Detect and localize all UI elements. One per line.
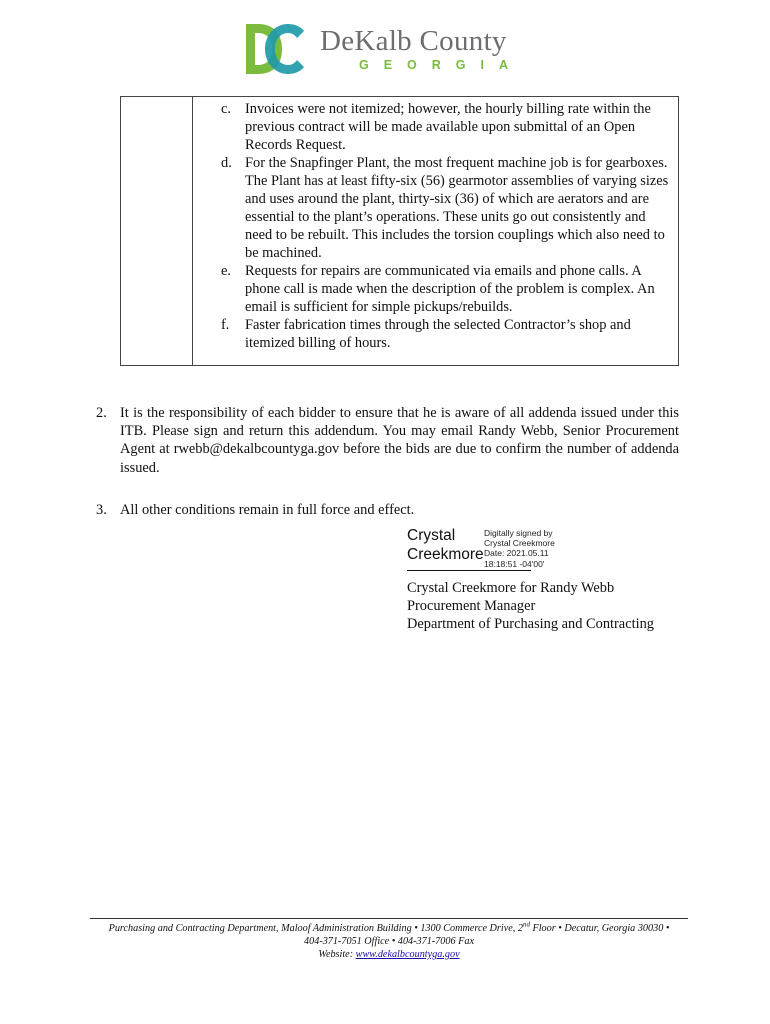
dc-logo-icon: [244, 22, 306, 76]
digital-signature-stamp: [484, 528, 555, 569]
item-marker: d.: [221, 155, 232, 171]
digital-sign-line: Digitally signed by: [484, 528, 553, 538]
table-item-c: [221, 100, 673, 154]
footer-address: Purchasing and Contracting Department, Maloof Administration Building • 1300 Commerce Drive, 2nd Floor • Decatur, Georgia 30030 •: [108, 920, 670, 934]
digital-sign-line: Crystal Creekmore: [484, 538, 555, 549]
digital-sign-line: Date: 2021.05.11: [484, 548, 549, 559]
footer-website-label: Website:: [318, 949, 356, 960]
item-2-number: 2.: [96, 405, 107, 421]
digital-sign-line: 18:18:51 -04'00': [484, 558, 545, 569]
signature-first-name: Crystal: [407, 527, 456, 544]
table-column-divider: [192, 97, 193, 365]
item-2-text: It is the responsibility of each bidder to ensure that he is aware of all addenda issued under this ITB. Please sign and return this addendum. You may email Randy Webb, Senior Procurement Agent at rwebb@dekalbcountyga.gov before the bids are due to confirm the number of addenda issued.: [120, 405, 679, 476]
table-item-f: [221, 316, 673, 352]
dekalb-county-logo: [244, 22, 534, 76]
signer-name: Crystal Creekmore for Randy Webb: [407, 580, 615, 596]
signer-title: Procurement Manager: [407, 598, 536, 614]
item-text: Requests for repairs are communicated via emails and phone calls. A phone call is made when the description of the problem is complex. An email is sufficient for simple pickups/rebuilds.: [245, 263, 655, 315]
website-link[interactable]: www.dekalbcountyga.gov: [355, 949, 460, 960]
table-item-e: [221, 262, 673, 316]
item-marker: f.: [221, 317, 230, 333]
item-3-text: All other conditions remain in full force and effect.: [120, 502, 415, 518]
item-marker: c.: [221, 101, 231, 117]
logo-county-name: DeKalb County: [320, 25, 507, 57]
table-item-d: [221, 154, 673, 262]
signature-name: [407, 526, 484, 564]
signer-block: [407, 579, 654, 633]
signature-line: [407, 570, 531, 571]
item-marker: e.: [221, 263, 231, 279]
continued-table: [120, 96, 679, 366]
item-text: For the Snapfinger Plant, the most frequent machine job is for gearboxes. The Plant has at least fifty-six (56) gearmotor assemblies of varying sizes and uses around the plant, thirty-six (36) of which are aerators and are essential to the plant’s operations. These units go out consistently and need to be rebuilt. This includes the torsion couplings which also need to be machined.: [245, 155, 669, 261]
footer-divider: [90, 918, 688, 919]
item-text: Faster fabrication times through the selected Contractor’s shop and itemized billing of hours.: [245, 317, 631, 351]
signer-department: Department of Purchasing and Contracting: [407, 616, 654, 632]
footer-phones: 404-371-7051 Office • 404-371-7006 Fax: [304, 936, 474, 947]
table-item-list: [221, 100, 673, 352]
item-3-number: 3.: [96, 502, 107, 518]
signature-last-name: Creekmore: [407, 546, 484, 563]
item-text: Invoices were not itemized; however, the hourly billing rate within the previous contract will be made available upon submittal of an Open Records Request.: [245, 101, 651, 153]
logo-state-name: GEORGIA: [359, 58, 524, 72]
page-footer: [80, 922, 698, 961]
footer-website-line: [80, 948, 698, 961]
